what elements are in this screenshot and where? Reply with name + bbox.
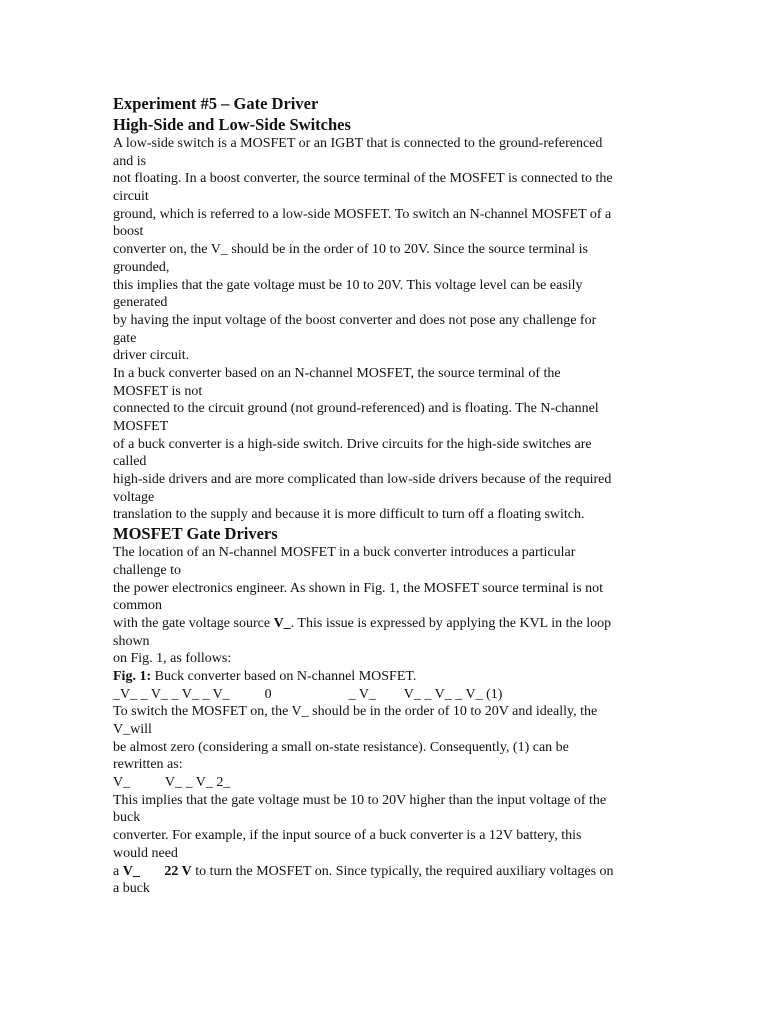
text-line: generated: [113, 295, 168, 311]
text-line: MOSFET: [113, 419, 169, 434]
text-line: A low-side switch is a MOSFET or an IGBT that is connected to the ground-referenced: [113, 136, 603, 151]
text-line: on Fig. 1, as follows:: [113, 651, 232, 667]
document-page: [113, 93, 768, 898]
text-line: with the gate voltage source V_. This issue is expressed by applying the KVL in the loop: [113, 615, 612, 631]
text-line: V_will: [113, 722, 152, 737]
figure-caption: Fig. 1: Buck converter based on N-channel MOSFET.: [113, 668, 417, 684]
text-line: shown: [113, 633, 150, 649]
text-line: be almost zero (considering a small on-state resistance). Consequently, (1) can be: [113, 739, 569, 755]
text-line: of a buck converter is a high-side switch. Drive circuits for the high-side switches are: [113, 436, 592, 452]
text-line: challenge to: [113, 562, 182, 578]
text-line: driver circuit.: [113, 348, 190, 364]
section-heading: High-Side and Low-Side Switches: [113, 115, 351, 134]
section-body: [113, 703, 768, 774]
text-line: common: [113, 598, 162, 614]
text-line: boost: [113, 224, 144, 240]
text-line: this implies that the gate voltage must be 10 to 20V. This voltage level can be easily: [113, 277, 583, 293]
text-line: called: [113, 454, 147, 470]
text-line: converter. For example, if the input source of a buck converter is a 12V battery, this: [113, 828, 582, 844]
text-line: translation to the supply and because it is more difficult to turn off a floating switch.: [113, 507, 585, 523]
text-line: The location of an N-channel MOSFET in a buck converter introduces a particular: [113, 545, 576, 561]
text-line: would need: [113, 845, 178, 861]
text-line: gate: [113, 330, 137, 346]
section-body: [113, 135, 768, 524]
section-body: [113, 792, 768, 863]
text-line: a V_ 22 V to turn the MOSFET on. Since typically, the required auxiliary voltages on: [113, 863, 614, 879]
text-line: MOSFET is not: [113, 383, 203, 399]
text-line: the power electronics engineer. As shown in Fig. 1, the MOSFET source terminal is not: [113, 580, 604, 596]
text-line: ground, which is referred to a low-side MOSFET. To switch an N-channel MOSFET of a: [113, 206, 612, 222]
text-line: not floating. In a boost converter, the source terminal of the MOSFET is connected to the: [113, 171, 613, 187]
text-line: To switch the MOSFET on, the V_ should be in the order of 10 to 20V and ideally, the: [113, 704, 598, 720]
text-line: In a buck converter based on an N-channel MOSFET, the source terminal of the: [113, 365, 561, 381]
text-line: and is: [113, 153, 147, 169]
text-line: voltage: [113, 489, 155, 505]
text-line: circuit: [113, 189, 149, 205]
text-line: This implies that the gate voltage must be 10 to 20V higher than the input voltage of the: [113, 792, 607, 808]
text-line: rewritten as:: [113, 757, 183, 773]
text-line: converter on, the V_ should be in the order of 10 to 20V. Since the source terminal is: [113, 242, 588, 258]
section-body: [113, 544, 768, 615]
text-line: a buck: [113, 881, 150, 897]
text-line: high-side drivers and are more complicated than low-side drivers because of the required: [113, 472, 612, 488]
equation: _V_ _ V_ _ V_ _ V_ 0 _ V_ V_ _ V_ _ V_ (1): [113, 686, 503, 702]
document-title: Experiment #5 – Gate Driver: [113, 94, 319, 113]
text-line: by having the input voltage of the boost converter and does not pose any challenge for: [113, 312, 597, 328]
text-line: connected to the circuit ground (not ground-referenced) and is floating. The N-channel: [113, 401, 599, 417]
text-line: buck: [113, 810, 141, 826]
text-line: grounded,: [113, 259, 170, 275]
section-heading: MOSFET Gate Drivers: [113, 524, 278, 544]
section-body: [113, 633, 768, 668]
equation: V_ V_ _ V_ 2_: [113, 775, 231, 791]
